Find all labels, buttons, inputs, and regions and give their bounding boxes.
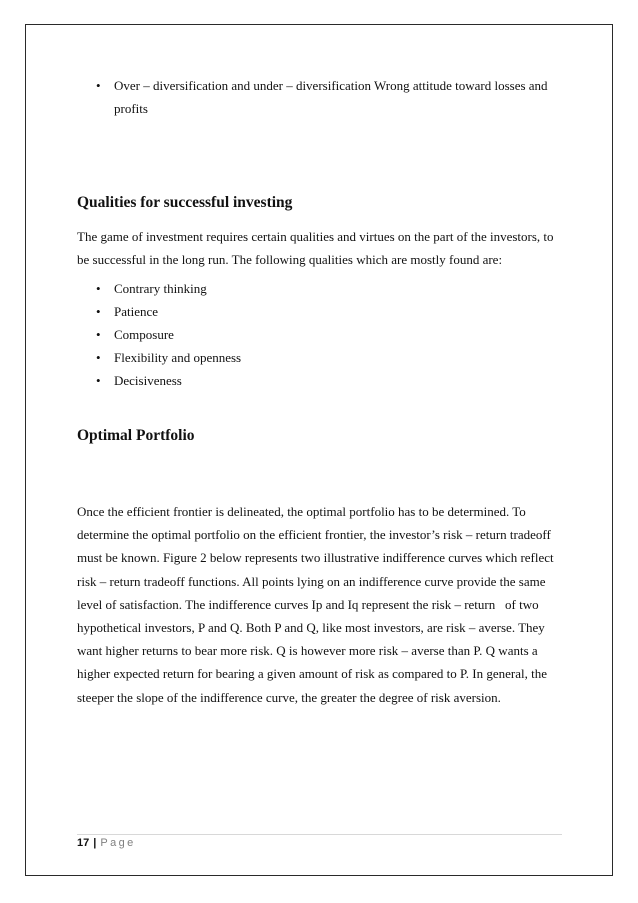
paragraph-line: risk – return tradeoff functions. All points lying on an indifference curve provide the same: [77, 573, 546, 589]
paragraph-qualities: [77, 225, 562, 271]
paragraph-line: want higher returns to bear more risk. Q is however more risk – averse than P. Q wants a: [77, 643, 538, 659]
section-heading-qualities: Qualities for successful investing: [77, 194, 293, 211]
bullet-icon: •: [96, 281, 101, 296]
page-footer: [77, 836, 136, 850]
bullet-icon: •: [96, 373, 101, 388]
footer-divider: [77, 834, 562, 835]
list-item: [77, 300, 557, 323]
bullet-icon: •: [96, 327, 101, 342]
list-item: [77, 369, 557, 392]
list-item-text: Composure: [114, 327, 174, 342]
list-item: [77, 323, 557, 346]
paragraph-line: Once the efficient frontier is delineated, the optimal portfolio has to be determined. To: [77, 504, 526, 519]
bullet-icon: •: [96, 304, 101, 319]
list-item-line: Over – diversification and under – diversification Wrong attitude toward losses and: [114, 78, 548, 93]
paragraph-line: The game of investment requires certain qualities and virtues on the part of the investors, to: [77, 229, 554, 244]
section-heading-optimal-portfolio: Optimal Portfolio: [77, 427, 195, 444]
paragraph-line: determine the optimal portfolio on the efficient frontier, the investor’s risk – return tradeoff: [77, 527, 551, 543]
paragraph-optimal-portfolio: [77, 500, 562, 709]
list-item: [77, 74, 557, 120]
list-item: [77, 346, 557, 369]
paragraph-line: higher expected return for bearing a given amount of risk as compared to P. In general, the: [77, 666, 547, 682]
list-item-text: Contrary thinking: [114, 281, 207, 296]
paragraph-line: must be known. Figure 2 below represents two illustrative indifference curves which reflect: [77, 550, 554, 566]
list-item-text: Decisiveness: [114, 373, 182, 388]
list-item-line: profits: [114, 101, 148, 116]
footer-separator: |: [93, 837, 97, 849]
bullet-icon: •: [96, 78, 101, 93]
page-number: 17: [77, 837, 90, 849]
paragraph-line: be successful in the long run. The following qualities which are mostly found are:: [77, 252, 503, 268]
paragraph-line: hypothetical investors, P and Q. Both P and Q, like most investors, are risk – averse. They: [77, 620, 545, 636]
page-border: [25, 24, 613, 876]
list-item-text: Patience: [114, 304, 159, 319]
qualities-list: [77, 277, 557, 392]
bullet-list-top: [77, 74, 557, 120]
list-item-text: Flexibility and openness: [114, 350, 242, 365]
paragraph-line: level of satisfaction. The indifference curves Ip and Iq represent the risk – return of two: [77, 596, 539, 612]
bullet-icon: •: [96, 350, 101, 365]
list-item: [77, 277, 557, 300]
paragraph-line: steeper the slope of the indifference curve, the greater the degree of risk aversion.: [77, 689, 501, 705]
page-label: Page: [100, 837, 136, 849]
